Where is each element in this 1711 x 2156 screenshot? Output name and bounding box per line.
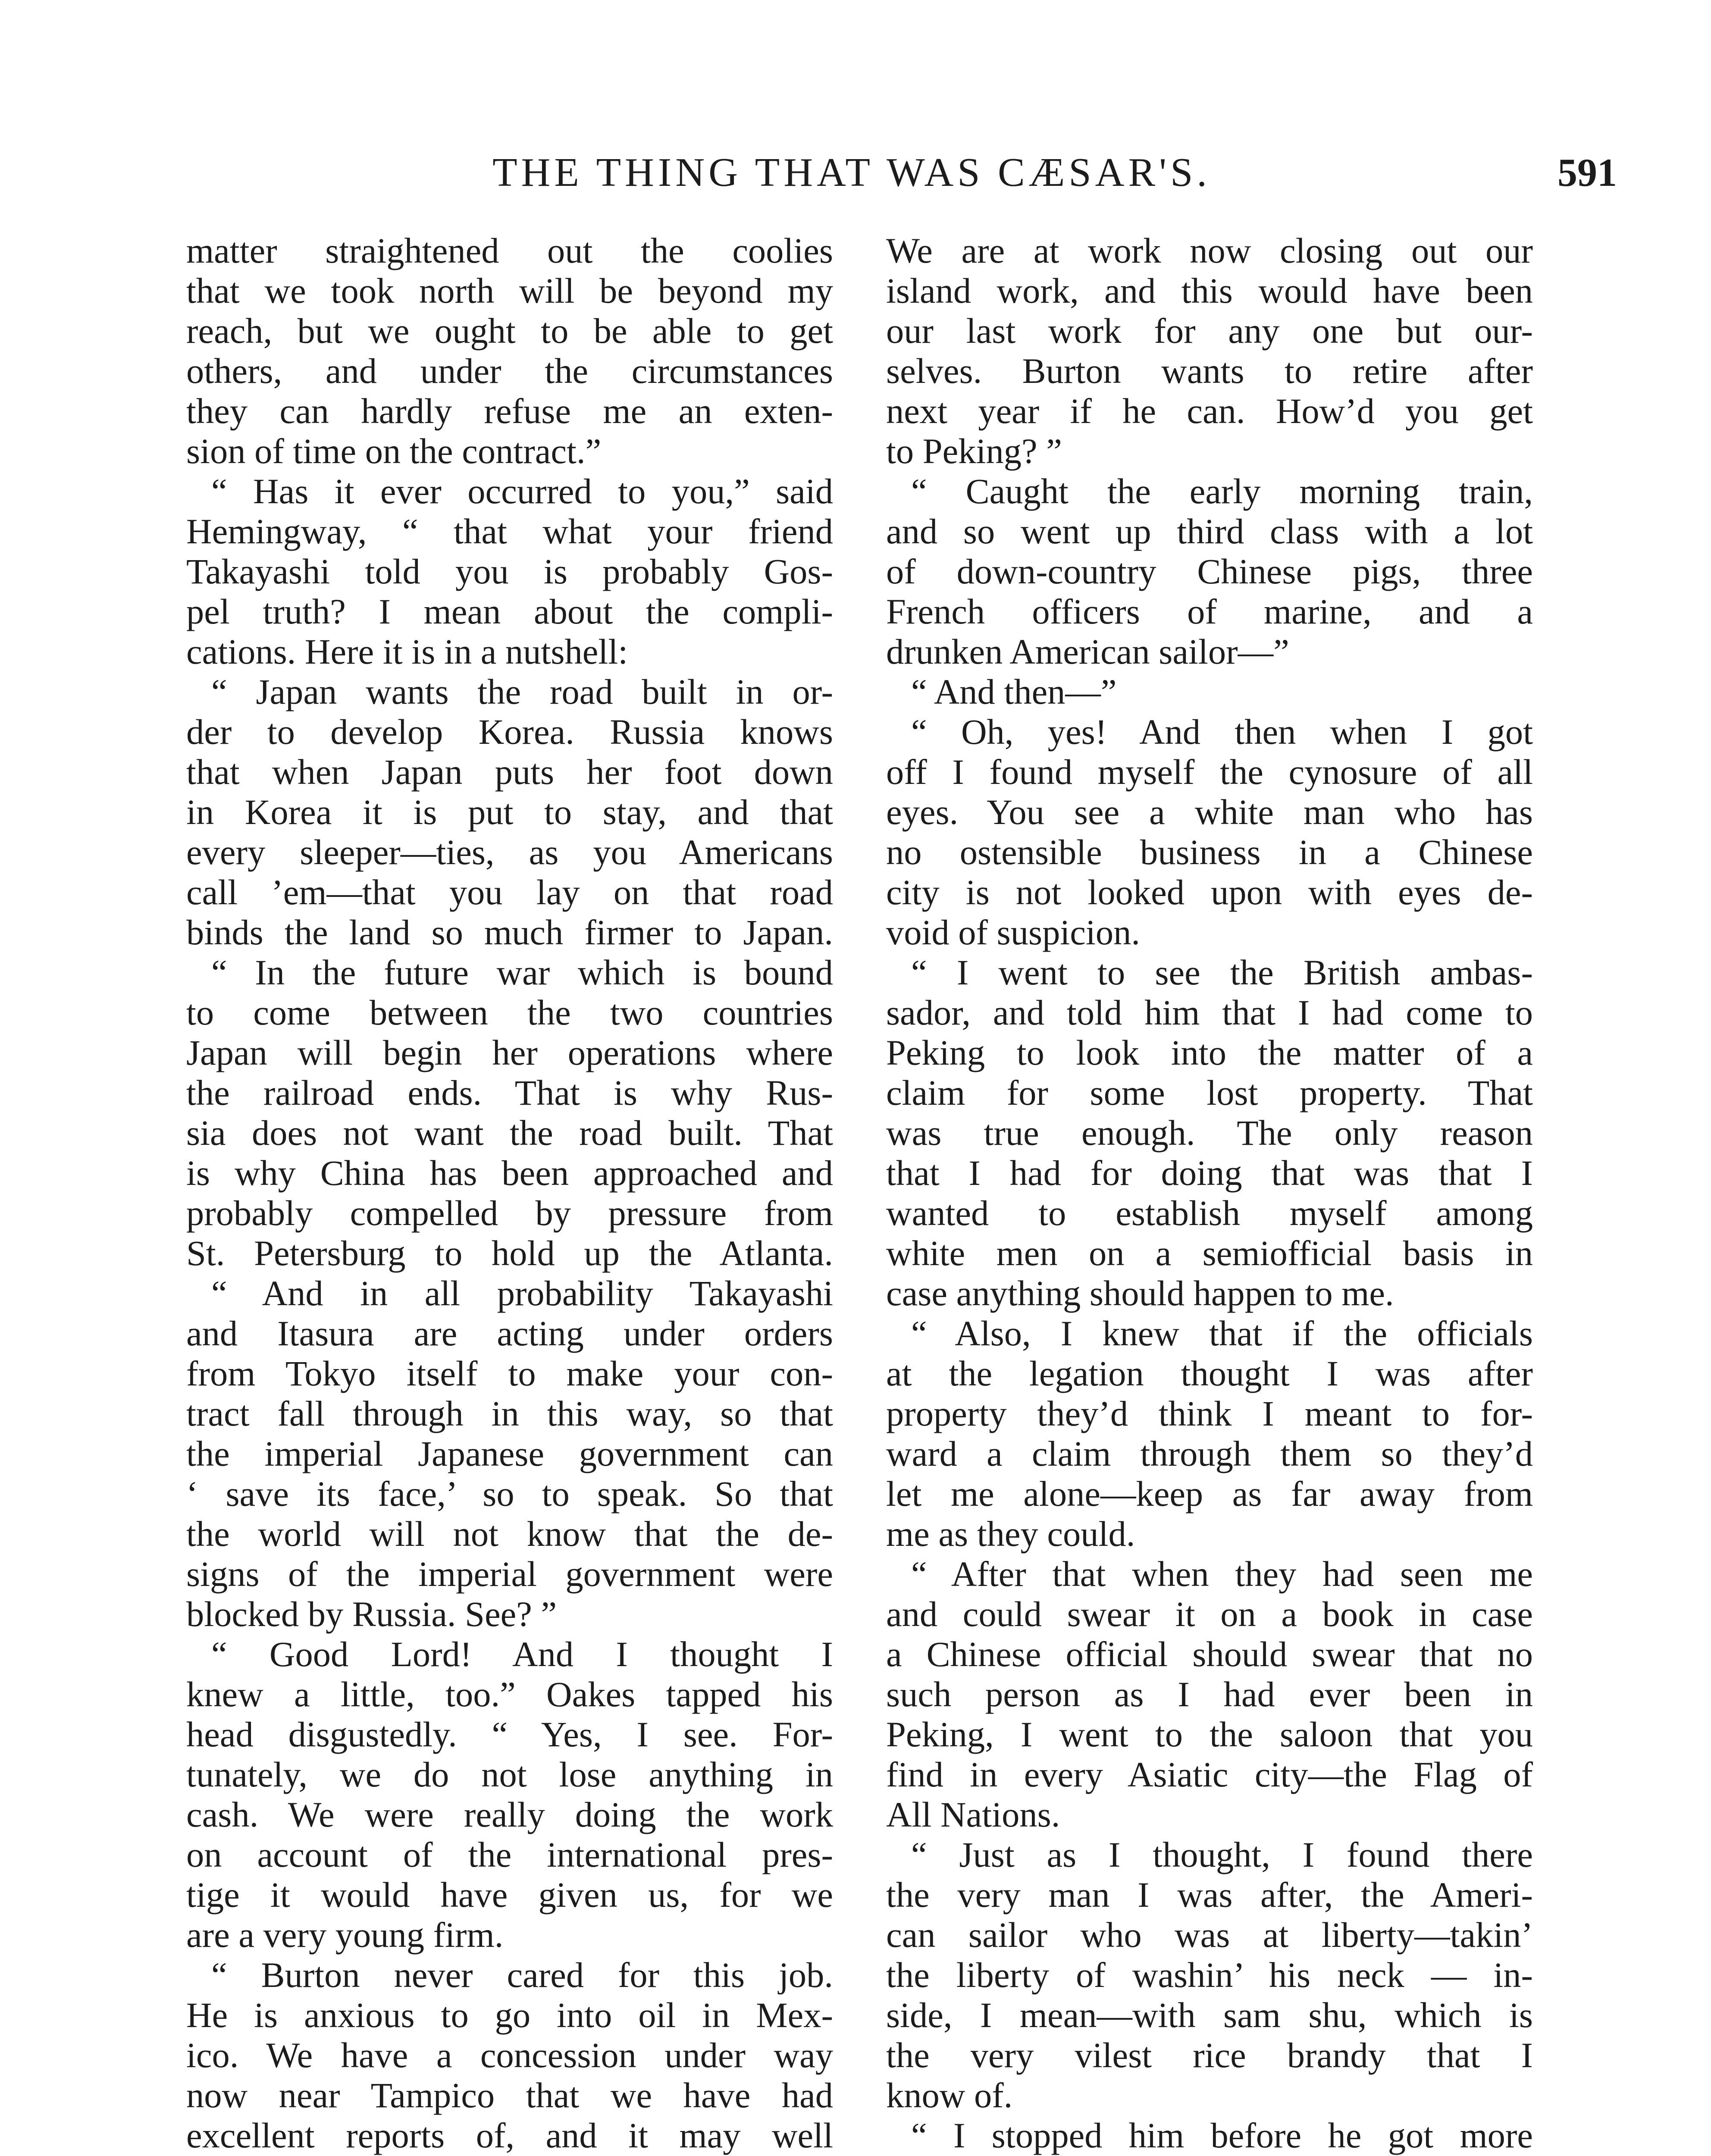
text-line: case anything should happen to me. [886, 1273, 1394, 1313]
text-line: Japan will begin her operations where [186, 1033, 833, 1072]
text-line: on account of the international pres- [186, 1835, 833, 1874]
text-line: blocked by Russia. See? ” [186, 1594, 557, 1634]
text-line: selves. Burton wants to retire after [886, 351, 1533, 391]
text-line: the liberty of washin’ his neck — in- [886, 1955, 1533, 1995]
text-line: eyes. You see a white man who has [886, 792, 1533, 832]
text-line: property they’d think I meant to for- [886, 1394, 1533, 1433]
text-line: and could swear it on a book in case [886, 1594, 1533, 1634]
text-line: sador, and told him that I had come to [886, 993, 1533, 1032]
text-line: “ Just as I thought, I found there [911, 1835, 1533, 1874]
text-line: binds the land so much firmer to Japan. [186, 912, 833, 952]
text-line: at the legation thought I was after [886, 1354, 1533, 1393]
text-line: cash. We were really doing the work [186, 1795, 833, 1834]
text-line: der to develop Korea. Russia knows [186, 712, 833, 752]
text-line: cations. Here it is in a nutshell: [186, 632, 628, 671]
text-line: call ’em—that you lay on that road [186, 872, 833, 912]
text-line: the world will not know that the de- [186, 1514, 833, 1554]
text-line: sion of time on the contract.” [186, 431, 602, 471]
text-line: know of. [886, 2075, 1013, 2115]
text-line: pel truth? I mean about the compli- [186, 592, 833, 631]
text-line: All Nations. [886, 1795, 1060, 1834]
text-line: the imperial Japanese government can [186, 1434, 833, 1473]
text-line: probably compelled by pressure from [186, 1193, 833, 1233]
text-line: no ostensible business in a Chinese [886, 832, 1533, 872]
text-line: knew a little, too.” Oakes tapped his [186, 1674, 833, 1714]
text-line: that we took north will be beyond my [186, 271, 833, 310]
text-line: “ And then—” [911, 672, 1117, 711]
text-line: “ After that when they had seen me [911, 1554, 1533, 1594]
text-line: that when Japan puts her foot down [186, 752, 833, 792]
text-line: me as they could. [886, 1514, 1135, 1554]
text-line: now near Tampico that we have had [186, 2075, 833, 2115]
text-line: tige it would have given us, for we [186, 1875, 833, 1915]
text-line: “ I stopped him before he got more [911, 2115, 1533, 2155]
text-line: tract fall through in this way, so that [186, 1394, 833, 1433]
text-line: every sleeper—ties, as you Americans [186, 832, 833, 872]
text-line: Hemingway, “ that what your friend [186, 511, 833, 551]
text-line: white men on a semiofficial basis in [886, 1233, 1533, 1273]
text-line: “ I went to see the British ambas- [911, 953, 1533, 992]
text-line: “ Oh, yes! And then when I got [911, 712, 1533, 752]
text-line: can sailor who was at liberty—takin’ [886, 1915, 1533, 1955]
text-line: “ Also, I knew that if the officials [911, 1313, 1533, 1353]
text-line: are a very young firm. [186, 1915, 504, 1955]
text-line: “ Caught the early morning train, [911, 471, 1533, 511]
text-line: the railroad ends. That is why Rus- [186, 1073, 833, 1112]
text-line: the very man I was after, the Ameri- [886, 1875, 1533, 1915]
text-line: our last work for any one but our- [886, 311, 1533, 351]
text-line: others, and under the circumstances [186, 351, 833, 391]
text-line: “ Burton never cared for this job. [211, 1955, 833, 1995]
text-line: is why China has been approached and [186, 1153, 833, 1193]
text-line: We are at work now closing out our [886, 231, 1533, 270]
text-line: and so went up third class with a lot [886, 511, 1533, 551]
text-line: ward a claim through them so they’d [886, 1434, 1533, 1473]
text-line: “ Has it ever occurred to you,” said [211, 471, 833, 511]
text-line: that I had for doing that was that I [886, 1153, 1533, 1193]
text-line: from Tokyo itself to make your con- [186, 1354, 833, 1393]
running-head [0, 144, 1711, 201]
text-line: side, I mean—with sam shu, which is [886, 1995, 1533, 2035]
text-line: signs of the imperial government were [186, 1554, 833, 1594]
text-line: such person as I had ever been in [886, 1674, 1533, 1714]
text-line: to Peking? ” [886, 431, 1062, 471]
text-line: a Chinese official should swear that no [886, 1634, 1533, 1674]
text-line: ‘ save its face,’ so to speak. So that [186, 1474, 833, 1514]
text-line: let me alone—keep as far away from [886, 1474, 1533, 1514]
text-line: next year if he can. How’d you get [886, 391, 1533, 431]
text-line: city is not looked upon with eyes de- [886, 872, 1533, 912]
left-text-column [186, 231, 833, 2156]
text-line: reach, but we ought to be able to get [186, 311, 833, 351]
text-line: sia does not want the road built. That [186, 1113, 833, 1153]
text-line: excellent reports of, and it may well [186, 2115, 833, 2155]
text-line: void of suspicion. [886, 912, 1140, 952]
text-line: wanted to establish myself among [886, 1193, 1533, 1233]
running-title: THE THING THAT WAS CÆSAR'S. [492, 150, 1211, 195]
text-line: and Itasura are acting under orders [186, 1313, 833, 1353]
text-line: island work, and this would have been [886, 271, 1533, 310]
text-line: drunken American sailor—” [886, 632, 1289, 671]
text-line: “ Japan wants the road built in or- [211, 672, 833, 711]
text-line: Takayashi told you is probably Gos- [186, 552, 833, 591]
text-line: of down-country Chinese pigs, three [886, 552, 1533, 591]
text-line: tunately, we do not lose anything in [186, 1755, 833, 1794]
text-line: Peking, I went to the saloon that you [886, 1714, 1533, 1754]
text-line: Peking to look into the matter of a [886, 1033, 1533, 1072]
text-line: was true enough. The only reason [886, 1113, 1533, 1153]
text-line: matter straightened out the coolies [186, 231, 833, 270]
text-line: claim for some lost property. That [886, 1073, 1533, 1112]
text-line: “ And in all probability Takayashi [211, 1273, 833, 1313]
text-line: ico. We have a concession under way [186, 2035, 833, 2075]
text-line: St. Petersburg to hold up the Atlanta. [186, 1233, 833, 1273]
text-line: the very vilest rice brandy that I [886, 2035, 1533, 2075]
text-line: “ Good Lord! And I thought I [211, 1634, 833, 1674]
text-line: find in every Asiatic city—the Flag of [886, 1755, 1533, 1794]
text-line: to come between the two countries [186, 993, 833, 1032]
text-line: “ In the future war which is bound [211, 953, 833, 992]
text-line: head disgustedly. “ Yes, I see. For- [186, 1714, 833, 1754]
text-line: off I found myself the cynosure of all [886, 752, 1533, 792]
text-line: French officers of marine, and a [886, 592, 1533, 631]
page-number: 591 [1557, 150, 1617, 194]
right-text-column [886, 231, 1533, 2156]
text-line: they can hardly refuse me an exten- [186, 391, 833, 431]
text-line: He is anxious to go into oil in Mex- [186, 1995, 833, 2035]
text-line: in Korea it is put to stay, and that [186, 792, 833, 832]
